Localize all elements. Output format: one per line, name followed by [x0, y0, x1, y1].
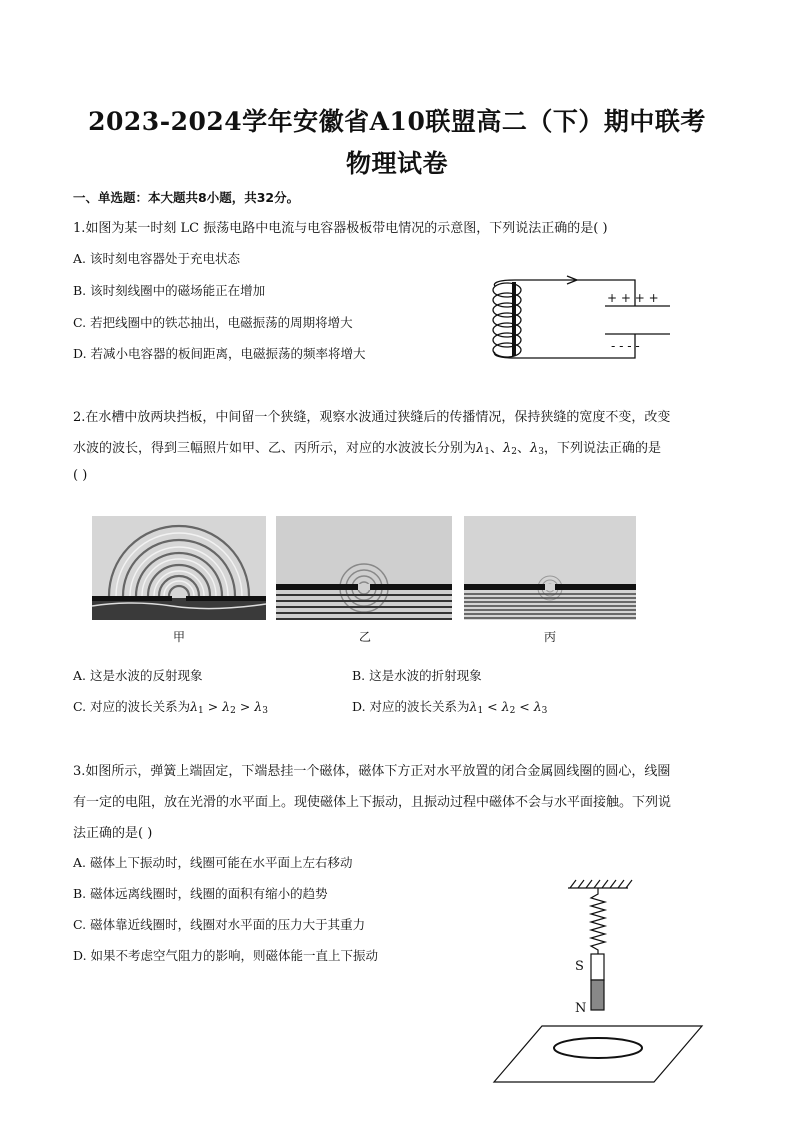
plate-top-charge: + + + +: [607, 291, 659, 305]
q3-stem-line1: 3.如图所示，弹簧上端固定，下端悬挂一个磁体，磁体下方正对水平放置的闭合金属圆线圈的圆心，线圈: [73, 764, 671, 779]
coil-icon: [493, 280, 521, 358]
q3-option-b: B. 磁体远离线圈时，线圈的面积有缩小的趋势: [73, 886, 328, 901]
caption-jia: 甲: [172, 630, 185, 644]
q1-option-b: B. 该时刻线圈中的磁场能正在增加: [73, 283, 266, 298]
paper-title-line1: 2023-2024学年安徽省A10联盟高二（下）期中联考: [88, 107, 706, 136]
caption-bing: 丙: [543, 630, 556, 644]
wave-photo-yi: [276, 516, 452, 620]
spring-icon: [591, 888, 605, 954]
pole-n-label: N: [575, 1001, 587, 1016]
iron-core: [512, 282, 516, 356]
ceiling-hatch: [570, 880, 632, 888]
q1-option-c: C. 若把线圈中的铁芯抽出，电磁振荡的周期将增大: [73, 315, 353, 330]
caption-yi: 乙: [358, 630, 371, 644]
q2-option-a: A. 这是水波的反射现象: [73, 668, 203, 683]
spring-magnet-figure: [490, 874, 705, 1086]
q2-stem-line1: 2.在水槽中放两块挡板，中间留一个狭缝，观察水波通过狭缝后的传播情况，保持狭缝的宽度不变，改变: [73, 410, 671, 425]
q3-option-c: C. 磁体靠近线圈时，线圈对水平面的压力大于其重力: [73, 917, 366, 932]
wave-photo-jia: [92, 516, 266, 620]
plate-bottom-charge: - - - -: [611, 339, 640, 353]
pole-s-label: S: [575, 959, 584, 974]
q3-option-d: D. 如果不考虑空气阻力的影响，则磁体能一直上下振动: [73, 948, 379, 963]
magnet-north-half: [591, 980, 604, 1010]
q3-option-a: A. 磁体上下振动时，线圈可能在水平面上左右移动: [73, 855, 353, 870]
q1-option-a: A. 该时刻电容器处于充电状态: [73, 251, 240, 266]
q2-option-c: C. 对应的波长关系为$\lambda_1 > \lambda_2 > \lambda_3$: [73, 699, 268, 716]
q3-stem-line2: 有一定的电阻，放在光滑的水平面上。现使磁体上下振动，且振动过程中磁体不会与水平面接触。下列说: [73, 795, 672, 810]
q1-stem: 1.如图为某一时刻 LC 振荡电路中电流与电容器极板带电情况的示意图，下列说法正确的是( ): [73, 221, 608, 236]
q2-stem-line2: 水波的波长，得到三幅照片如甲、乙、丙所示，对应的水波波长分别为$\lambda_1$、$\lambda_2$、$\lambda_3$，下列说法正确的是: [73, 441, 662, 457]
section-header: 一、单选题：本大题共8小题，共32分。: [73, 190, 300, 205]
q3-stem-line3: 法正确的是( ): [73, 826, 153, 841]
lc-circuit-figure: [485, 270, 685, 366]
q2-option-b: B. 这是水波的折射现象: [352, 668, 482, 683]
q1-option-d: D. 若减小电容器的板间距离，电磁振荡的频率将增大: [73, 346, 366, 361]
horizontal-plane: [494, 1026, 702, 1082]
magnet-south-half: [591, 954, 604, 980]
q2-option-d: D. 对应的波长关系为$\lambda_1 < \lambda_2 < \lambda_3$: [352, 699, 548, 716]
wave-photo-bing: [464, 516, 636, 620]
q2-stem-line3: ( ): [73, 468, 88, 483]
paper-title-line2: 物理试卷: [345, 149, 448, 178]
